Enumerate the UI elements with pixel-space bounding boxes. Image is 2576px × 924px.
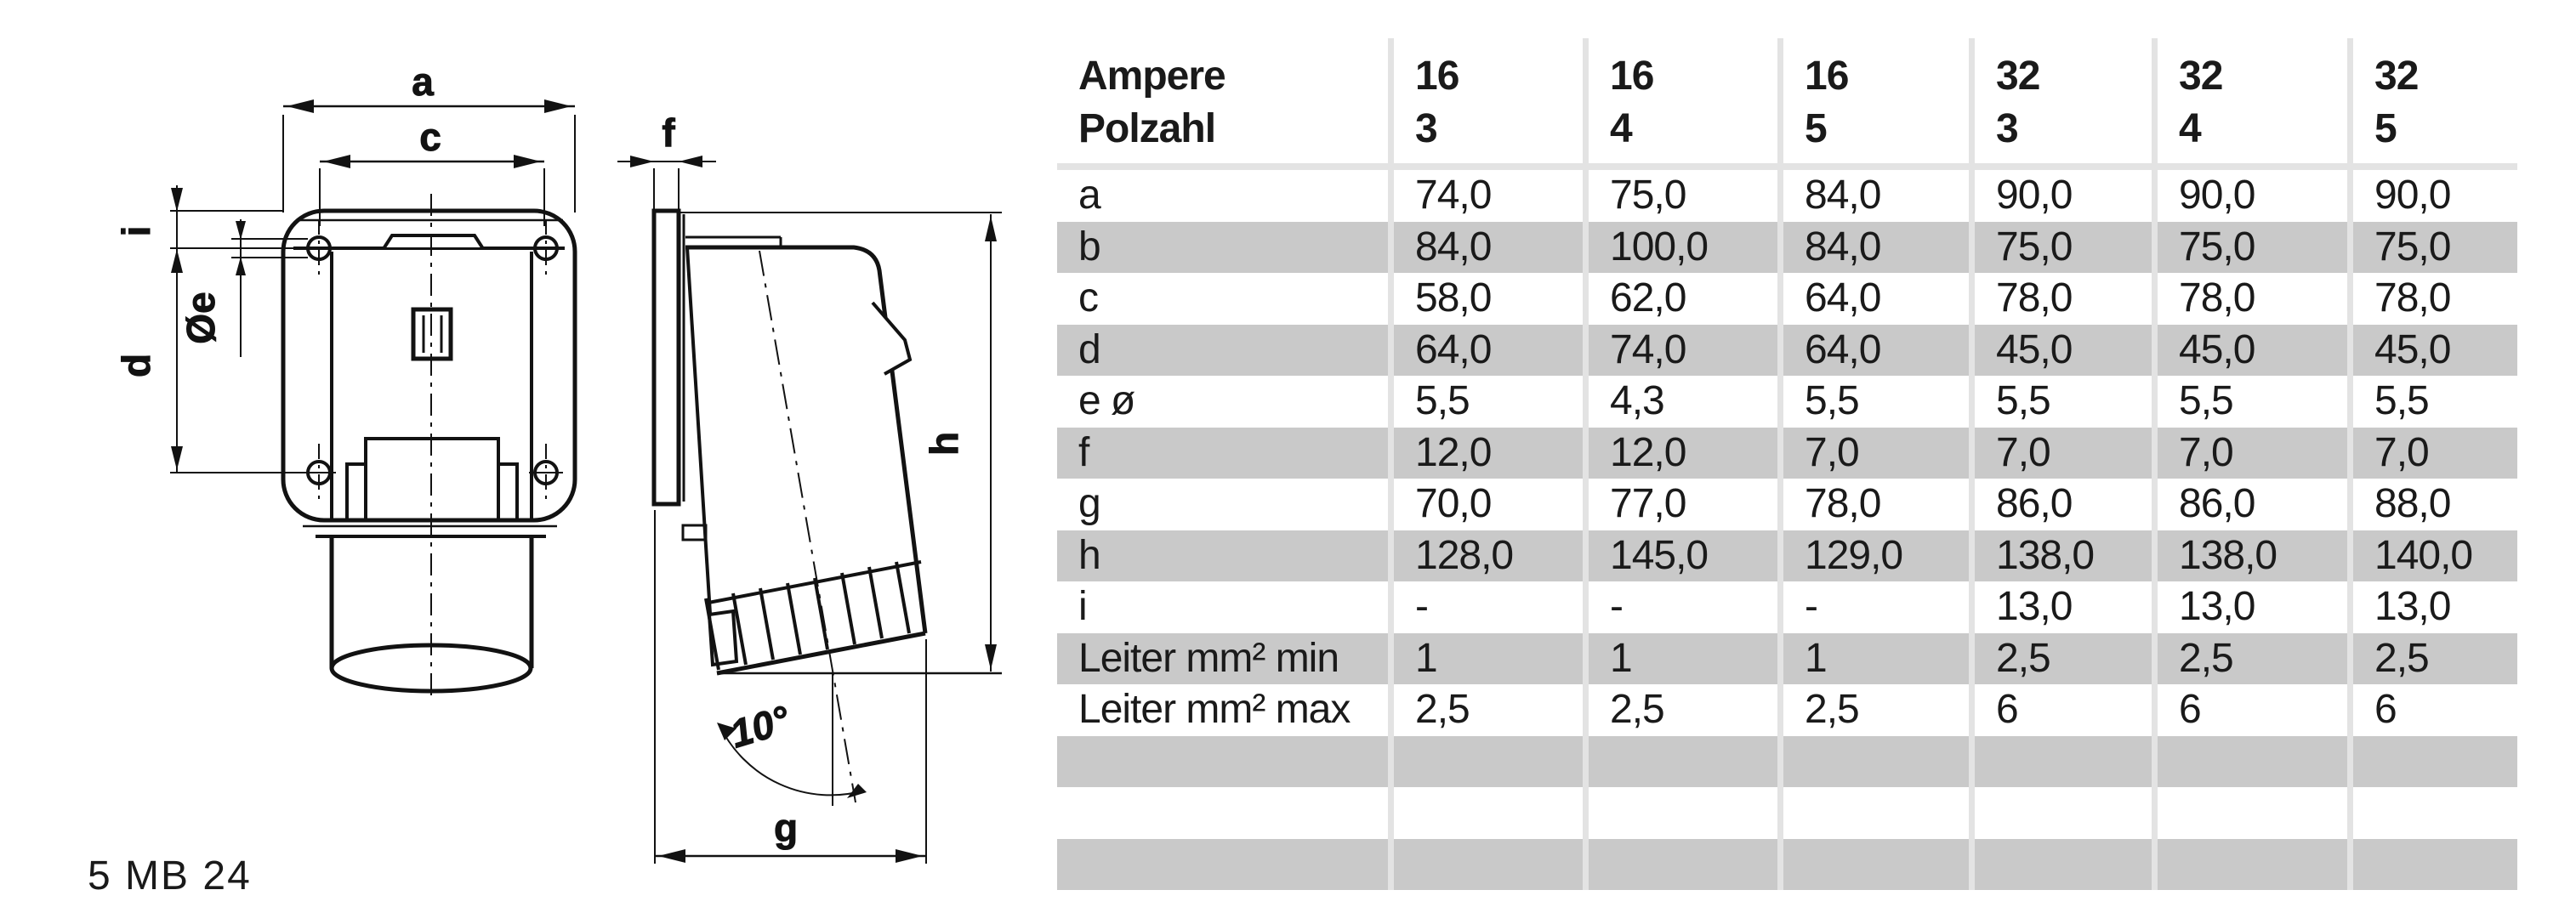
cell-value	[1975, 839, 2158, 891]
ampere-value: 32	[1996, 54, 2040, 99]
cell-value: 7,0	[2179, 429, 2233, 475]
cell-value: 12,0	[1415, 429, 1492, 475]
cell-value: 78,0	[2179, 275, 2255, 320]
row-label: f	[1078, 429, 1089, 475]
dim-label-a: a	[412, 60, 434, 104]
cell-value: 145,0	[1610, 532, 1709, 578]
table-row	[1057, 325, 2517, 377]
table-row	[1057, 839, 2517, 891]
table-row	[1057, 581, 2517, 633]
cell-value: 58,0	[1415, 275, 1492, 320]
polzahl-row-label: Polzahl	[1078, 106, 1216, 151]
row-label: Leiter mm² min	[1078, 635, 1339, 681]
cell-value: 74,0	[1610, 326, 1686, 372]
column-gridline	[1583, 38, 1589, 890]
row-label: e ø	[1078, 378, 1135, 423]
dimension-table	[1057, 38, 2517, 890]
cell-value: -	[1415, 584, 1428, 629]
table-row	[1057, 633, 2517, 685]
ampere-value: 32	[2374, 54, 2419, 99]
cell-value: 100,0	[1610, 224, 1709, 269]
cell-value: 6	[1996, 687, 2018, 732]
row-label: g	[1078, 481, 1100, 526]
cell-value: 70,0	[1415, 481, 1492, 526]
polzahl-value: 4	[1610, 106, 1632, 151]
dim-label-g: g	[773, 806, 799, 850]
cell-value: 13,0	[1996, 584, 2073, 629]
cell-value: 12,0	[1610, 429, 1686, 475]
cell-value: 64,0	[1415, 326, 1492, 372]
cell-value: 128,0	[1415, 532, 1514, 578]
cell-value	[1783, 787, 1975, 839]
cell-value	[2353, 736, 2517, 788]
cell-value: 7,0	[2374, 429, 2429, 475]
table-header-column	[1783, 38, 1975, 163]
cell-value: 84,0	[1805, 224, 1881, 269]
cell-value	[2353, 787, 2517, 839]
cell-value: 90,0	[2374, 173, 2451, 218]
cell-value: 13,0	[2374, 584, 2451, 629]
ampere-value: 32	[2179, 54, 2223, 99]
cell-value: -	[1610, 584, 1623, 629]
column-gridline	[2347, 38, 2353, 890]
row-label: d	[1078, 326, 1100, 372]
cell-value: 5,5	[1415, 378, 1470, 423]
row-label: Leiter mm² max	[1078, 687, 1351, 732]
row-label: h	[1078, 532, 1100, 578]
technical-drawing	[0, 0, 1057, 924]
cell-value: 86,0	[2179, 481, 2255, 526]
dim-label-angle: 10°	[725, 696, 795, 757]
table-row	[1057, 222, 2517, 274]
table-row	[1057, 530, 2517, 582]
table-row	[1057, 787, 2517, 839]
cell-value: 45,0	[2374, 326, 2451, 372]
cell-value: 84,0	[1415, 224, 1492, 269]
cell-value	[1975, 736, 2158, 788]
table-header-label	[1057, 38, 1394, 163]
cell-value: 6	[2179, 687, 2201, 732]
cell-value: 5,5	[2179, 378, 2233, 423]
cell-value: 86,0	[1996, 481, 2073, 526]
cell-value: 78,0	[2374, 275, 2451, 320]
cell-value: 4,3	[1610, 378, 1664, 423]
cell-value: 2,5	[1610, 687, 1664, 732]
cell-value: -	[1805, 584, 1817, 629]
cell-value	[2158, 736, 2353, 788]
polzahl-value: 3	[1415, 106, 1437, 151]
dim-label-f: f	[662, 111, 675, 155]
row-label	[1057, 787, 1394, 839]
cell-value: 78,0	[1996, 275, 2073, 320]
cell-value	[1975, 787, 2158, 839]
cell-value: 90,0	[1996, 173, 2073, 218]
cell-value	[1589, 787, 1783, 839]
cell-value: 88,0	[2374, 481, 2451, 526]
cell-value: 5,5	[1805, 378, 1859, 423]
cell-value: 75,0	[1610, 173, 1686, 218]
cell-value: 6	[2374, 687, 2397, 732]
cell-value: 74,0	[1415, 173, 1492, 218]
polzahl-value: 4	[2179, 106, 2201, 151]
cell-value	[1783, 736, 1975, 788]
ampere-value: 16	[1610, 54, 1654, 99]
dim-label-oe: Øe	[179, 292, 223, 344]
cell-value: 1	[1805, 635, 1827, 681]
cell-value: 75,0	[2374, 224, 2451, 269]
table-body	[1057, 170, 2517, 890]
table-row	[1057, 273, 2517, 325]
cell-value: 5,5	[2374, 378, 2429, 423]
header-separator	[1057, 163, 2517, 170]
table-row	[1057, 376, 2517, 428]
cell-value: 2,5	[1996, 635, 2050, 681]
table-header-column	[1394, 38, 1589, 163]
cell-value	[1589, 736, 1783, 788]
cell-value: 1	[1610, 635, 1632, 681]
table-row	[1057, 428, 2517, 479]
ampere-value: 16	[1805, 54, 1849, 99]
cell-value	[2158, 787, 2353, 839]
cell-value: 84,0	[1805, 173, 1881, 218]
row-label: c	[1078, 275, 1098, 320]
dim-label-c: c	[419, 115, 441, 159]
cell-value: 7,0	[1996, 429, 2050, 475]
cell-value: 62,0	[1610, 275, 1686, 320]
table-row	[1057, 479, 2517, 530]
cell-value: 78,0	[1805, 481, 1881, 526]
table-row	[1057, 736, 2517, 788]
table-header-column	[1589, 38, 1783, 163]
column-gridline	[1777, 38, 1783, 890]
cell-value: 5,5	[1996, 378, 2050, 423]
cell-value: 2,5	[1805, 687, 1859, 732]
cell-value	[1783, 839, 1975, 891]
cell-value	[1589, 839, 1783, 891]
row-label: b	[1078, 224, 1100, 269]
column-gridline	[1969, 38, 1975, 890]
cell-value: 2,5	[2374, 635, 2429, 681]
polzahl-value: 5	[2374, 106, 2397, 151]
cell-value: 45,0	[1996, 326, 2073, 372]
column-gridline	[1388, 38, 1394, 890]
row-label	[1057, 736, 1394, 788]
ampere-value: 16	[1415, 54, 1459, 99]
cell-value: 7,0	[1805, 429, 1859, 475]
dim-label-d: d	[114, 353, 158, 378]
cell-value: 138,0	[2179, 532, 2277, 578]
row-label	[1057, 839, 1394, 891]
cell-value: 1	[1415, 635, 1437, 681]
cell-value: 77,0	[1610, 481, 1686, 526]
polzahl-value: 5	[1805, 106, 1827, 151]
cell-value: 75,0	[1996, 224, 2073, 269]
table-header-column	[1975, 38, 2158, 163]
cell-value: 90,0	[2179, 173, 2255, 218]
cell-value	[2158, 839, 2353, 891]
cell-value: 64,0	[1805, 275, 1881, 320]
cell-value: 140,0	[2374, 532, 2473, 578]
cell-value: 45,0	[2179, 326, 2255, 372]
dim-label-h: h	[922, 431, 966, 456]
cell-value: 64,0	[1805, 326, 1881, 372]
row-label: i	[1078, 584, 1087, 629]
table-row	[1057, 170, 2517, 222]
ampere-row-label: Ampere	[1078, 54, 1225, 99]
table-row	[1057, 684, 2517, 736]
table-header	[1057, 38, 2517, 163]
cell-value: 2,5	[2179, 635, 2233, 681]
cell-value	[1394, 736, 1589, 788]
model-number: 5 MB 24	[88, 853, 252, 898]
row-label: a	[1078, 173, 1100, 218]
dim-label-i: i	[114, 225, 158, 237]
cell-value	[2353, 839, 2517, 891]
polzahl-value: 3	[1996, 106, 2018, 151]
cell-value	[1394, 839, 1589, 891]
table-header-column	[2158, 38, 2353, 163]
cell-value: 138,0	[1996, 532, 2095, 578]
table-header-column	[2353, 38, 2517, 163]
cell-value	[1394, 787, 1589, 839]
cell-value: 13,0	[2179, 584, 2255, 629]
cell-value: 129,0	[1805, 532, 1903, 578]
cell-value: 2,5	[1415, 687, 1470, 732]
column-gridline	[2152, 38, 2158, 890]
cell-value: 75,0	[2179, 224, 2255, 269]
